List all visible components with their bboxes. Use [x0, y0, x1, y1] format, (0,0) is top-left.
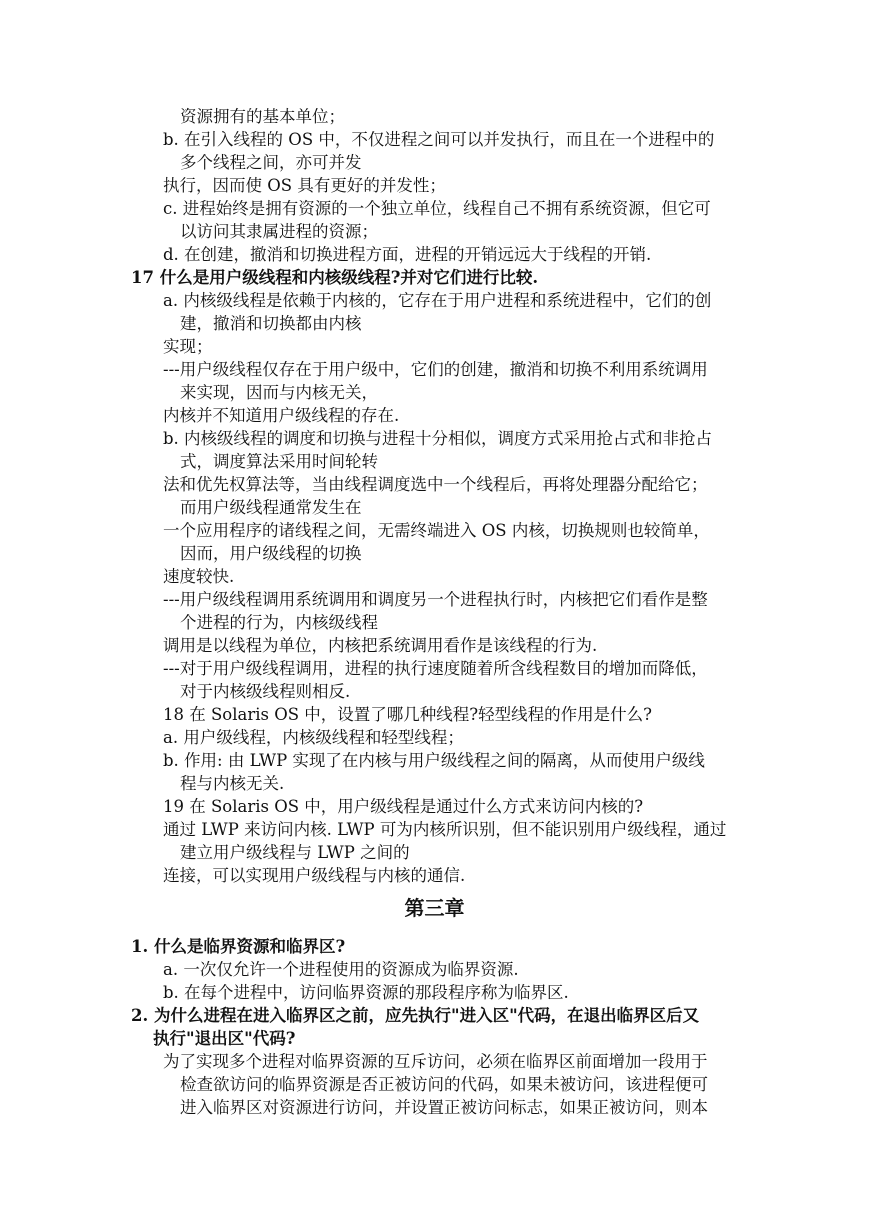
text-line: ---对于用户级线程调用，进程的执行速度随着所含线程数目的增加而降低，: [163, 659, 708, 678]
text-line: a. 内核级线程是依赖于内核的，它存在于用户进程和系统进程中，它们的创: [163, 291, 712, 310]
text-line: 进入临界区对资源进行访问，并设置正被访问标志，如果正被访问，则本: [180, 1098, 708, 1117]
question-heading: 17 什么是用户级线程和内核级线程?并对它们进行比较.: [131, 268, 539, 287]
text-line: c. 进程始终是拥有资源的一个独立单位，线程自己不拥有系统资源，但它可: [163, 199, 711, 218]
question-heading: 执行"退出区"代码?: [153, 1029, 296, 1048]
text-line: 程与内核无关.: [180, 774, 285, 793]
text-line: ---用户级线程仅存在于用户级中，它们的创建，撤消和切换不利用系统调用: [163, 360, 708, 379]
text-line: 一个应用程序的诸线程之间，无需终端进入 OS 内核，切换规则也较简单，: [163, 521, 710, 540]
text-line: a. 用户级线程，内核级线程和轻型线程；: [163, 728, 464, 747]
text-line: 19 在 Solaris OS 中，用户级线程是通过什么方式来访问内核的?: [163, 797, 644, 816]
text-line: 法和优先权算法等，当由线程调度选中一个线程后，再将处理器分配给它；: [163, 475, 708, 494]
text-line: b. 在每个进程中，访问临界资源的那段程序称为临界区.: [163, 983, 569, 1002]
text-line: 因而，用户级线程的切换: [180, 544, 362, 563]
question-heading: 1. 什么是临界资源和临界区?: [131, 937, 346, 956]
text-line: 速度较快.: [163, 567, 235, 586]
text-line: 建，撤消和切换都由内核: [180, 314, 362, 333]
text-line: 式，调度算法采用时间轮转: [180, 452, 378, 471]
text-line: 多个线程之间，亦可并发: [180, 153, 362, 172]
text-line: 以访问其隶属进程的资源；: [180, 222, 378, 241]
text-line: 调用是以线程为单位，内核把系统调用看作是该线程的行为.: [163, 636, 598, 655]
text-line: 实现；: [163, 337, 213, 356]
text-line: 为了实现多个进程对临界资源的互斥访问，必须在临界区前面增加一段用于: [163, 1052, 708, 1071]
text-line: a. 一次仅允许一个进程使用的资源成为临界资源.: [163, 960, 519, 979]
text-line: 建立用户级线程与 LWP 之间的: [180, 843, 410, 862]
text-line: 内核并不知道用户级线程的存在.: [163, 406, 400, 425]
chapter-title: 第三章: [404, 896, 465, 920]
text-line: d. 在创建，撤消和切换进程方面，进程的开销远远大于线程的开销.: [163, 245, 652, 264]
text-line: 资源拥有的基本单位；: [180, 107, 345, 126]
text-line: ---用户级线程调用系统调用和调度另一个进程执行时，内核把它们看作是整: [163, 590, 708, 609]
text-line: 来实现，因而与内核无关，: [180, 383, 378, 402]
text-line: 18 在 Solaris OS 中，设置了哪几种线程?轻型线程的作用是什么?: [163, 705, 652, 724]
text-line: 个进程的行为，内核级线程: [180, 613, 378, 632]
text-line: 执行，因而使 OS 具有更好的并发性；: [163, 176, 446, 195]
text-line: b. 在引入线程的 OS 中，不仅进程之间可以并发执行，而且在一个进程中的: [163, 130, 715, 149]
text-line: 对于内核级线程则相反.: [180, 682, 351, 701]
question-heading: 2. 为什么进程在进入临界区之前，应先执行"进入区"代码，在退出临界区后又: [131, 1006, 700, 1025]
text-line: 连接，可以实现用户级线程与内核的通信.: [163, 866, 466, 885]
text-line: 而用户级线程通常发生在: [180, 498, 362, 517]
text-line: 通过 LWP 来访问内核. LWP 可为内核所识别，但不能识别用户级线程，通过: [163, 820, 727, 839]
text-line: b. 作用: 由 LWP 实现了在内核与用户级线程之间的隔离，从而使用户级线: [163, 751, 705, 770]
text-line: 检查欲访问的临界资源是否正被访问的代码，如果未被访问，该进程便可: [180, 1075, 708, 1094]
text-line: b. 内核级线程的调度和切换与进程十分相似，调度方式采用抢占式和非抢占: [163, 429, 713, 448]
